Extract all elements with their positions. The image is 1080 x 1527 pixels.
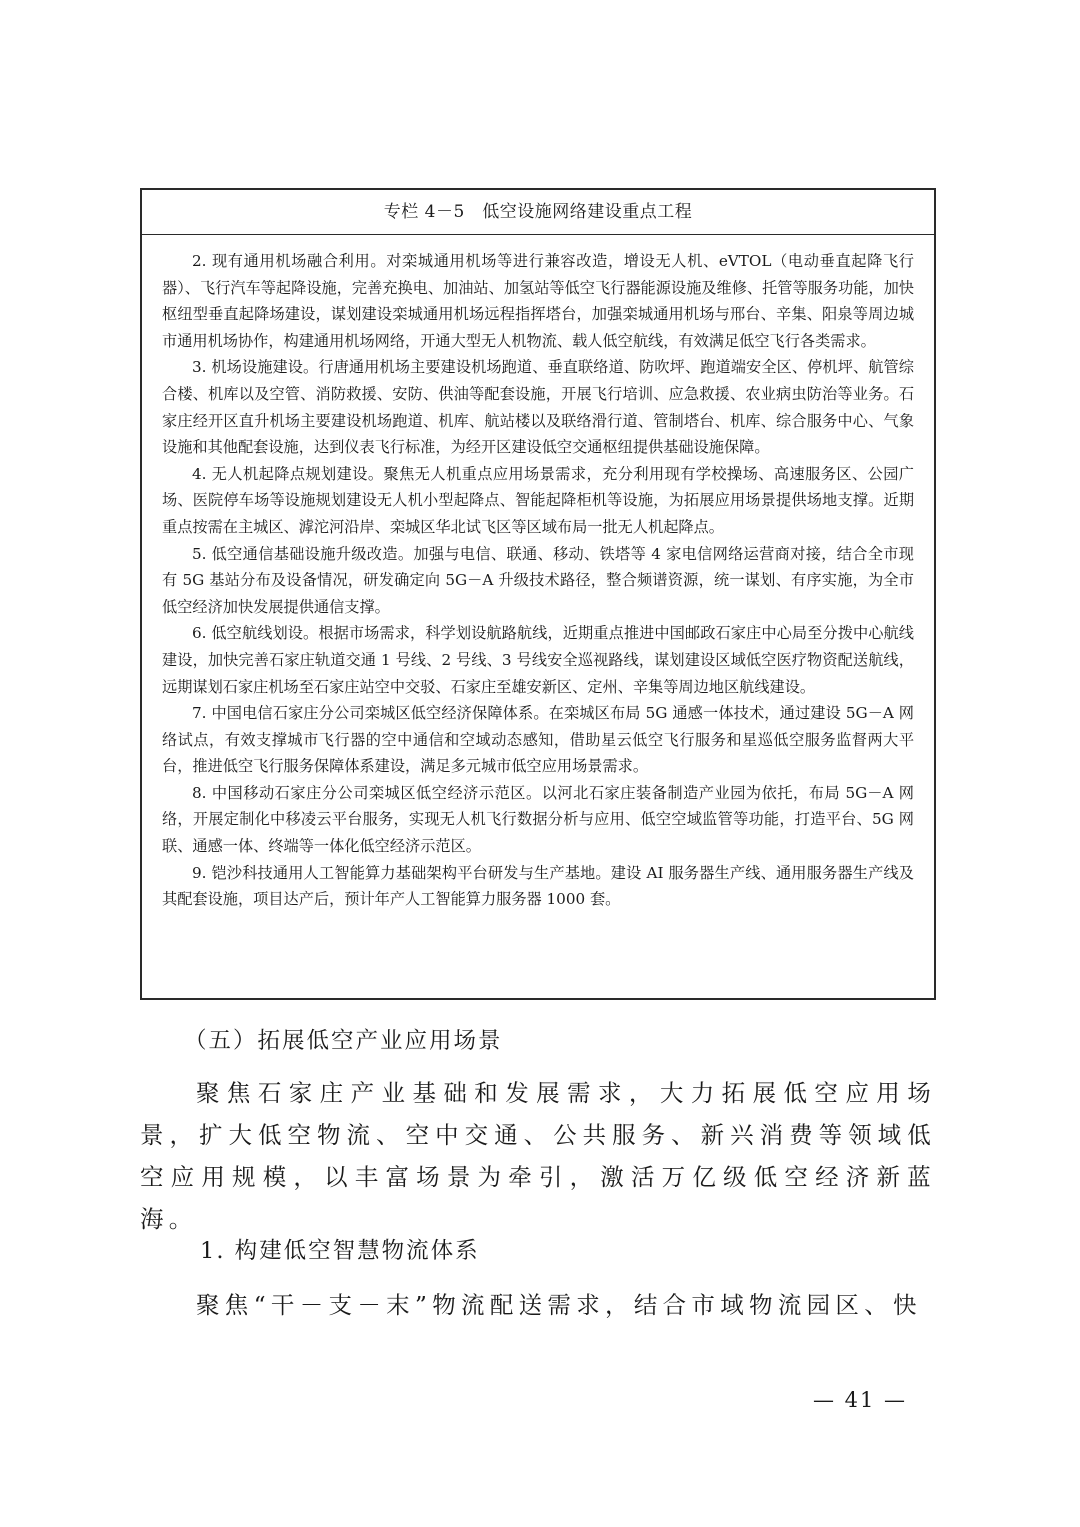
sub-heading: 1. 构建低空智慧物流体系: [200, 1238, 480, 1264]
section-heading: （五）拓展低空产业应用场景: [184, 1028, 503, 1054]
box-item-4: 4. 无人机起降点规划建设。聚焦无人机重点应用场景需求，充分利用现有学校操场、高速服务区、公园广场、医院停车场等设施规划建设无人机小型起降点、智能起降柜机等设施，为拓展应用场景提供场地支撑。近期重点按需在主城区、滹沱河沿岸、栾城区华北试飞区等区域布局一批无人机起降点。: [162, 464, 914, 536]
box-item-8: 8. 中国移动石家庄分公司栾城区低空经济示范区。以河北石家庄装备制造产业园为依托，布局 5G－A 网络，开展定制化中移凌云平台服务，实现无人机飞行数据分析与应用、低空空域监管等功能，打造平台、5G 网联、通感一体、终端等一体化低空经济示范区。: [162, 783, 914, 856]
special-column-box: [140, 188, 936, 1000]
box-item-6: 6. 低空航线划设。根据市场需求，科学划设航路航线，近期重点推进中国邮政石家庄中心局至分拨中心航线建设，加快完善石家庄轨道交通 1 号线、2 号线、3 号线安全巡视路线，谋划建设区域低空医疗物资配送航线，远期谋划石家庄机场至石家庄站空中交驳、石家庄至雄安新区、定州、辛集等周边地区航线建设。: [162, 624, 914, 696]
section-paragraph: 聚焦石家庄产业基础和发展需求，大力拓展低空应用场景，扩大低空物流、空中交通、公共服务、新兴消费等领域低空应用规模，以丰富场景为牵引，激活万亿级低空经济新蓝海。: [140, 1079, 936, 1233]
section-paragraph-2: 聚焦“干－支－末”物流配送需求，结合市域物流园区、快: [196, 1291, 922, 1319]
box-item-5: 5. 低空通信基础设施升级改造。加强与电信、联通、移动、铁塔等 4 家电信网络运营商对接，结合全市现有 5G 基站分布及设备情况，研发确定向 5G－A 升级技术路径，整合频谱资源，统一谋划、有序实施，为全市低空经济加快发展提供通信支撑。: [162, 544, 914, 616]
box-item-7: 7. 中国电信石家庄分公司栾城区低空经济保障体系。在栾城区布局 5G 通感一体技术，通过建设 5G－A 网络试点，有效支撑城市飞行器的空中通信和空域动态感知，借助星云低空飞行服务和星巡低空服务监督两大平台，推进低空飞行服务保障体系建设，满足多元城市低空应用场景需求。: [162, 704, 914, 776]
box-item-3: 3. 机场设施建设。行唐通用机场主要建设机场跑道、垂直联络道、防吹坪、跑道端安全区、停机坪、航管综合楼、机库以及空管、消防救援、安防、供油等配套设施，开展飞行培训、应急救援、农业病虫防治等业务。石家庄经开区直升机场主要建设机场跑道、机库、航站楼以及联络滑行道、管制塔台、机库、综合服务中心、气象设施和其他配套设施，达到仪表飞行标准，为经开区建设低空交通枢纽提供基础设施保障。: [162, 358, 914, 457]
page-number: — 41 —: [812, 1388, 908, 1412]
box-title: 专栏 4－5 低空设施网络建设重点工程: [142, 190, 934, 235]
box-item-9: 9. 铠沙科技通用人工智能算力基础架构平台研发与生产基地。建设 AI 服务器生产线、通用服务器生产线及其配套设施，项目达产后，预计年产人工智能算力服务器 1000 套。: [162, 863, 914, 909]
box-body: [142, 235, 934, 913]
box-item-2: 2. 现有通用机场融合利用。对栾城通用机场等进行兼容改造，增设无人机、eVTOL（电动垂直起降飞行器）、飞行汽车等起降设施，完善充换电、加油站、加氢站等低空飞行器能源设施及维修、托管等服务功能，加快枢纽型垂直起降场建设，谋划建设栾城通用机场远程指挥塔台，加强栾城通用机场与邢台、辛集、阳泉等周边城市通用机场协作，构建通用机场网络，开通大型无人机物流、载人低空航线，有效满足低空飞行各类需求。: [162, 252, 914, 350]
